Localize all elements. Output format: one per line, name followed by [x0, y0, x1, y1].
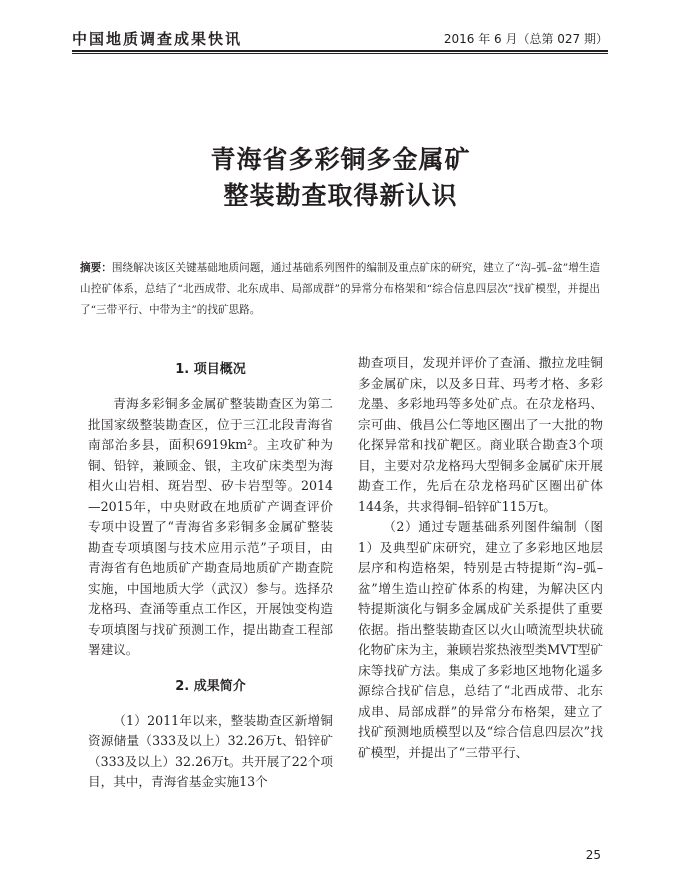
journal-title: 中国地质调查成果快讯	[72, 30, 243, 48]
header-rule-thin	[72, 53, 608, 54]
abstract-label: 摘要：	[80, 262, 112, 274]
right-column	[358, 353, 603, 763]
page-header	[72, 28, 608, 52]
section-heading-results: 2. 成果简介	[175, 678, 246, 694]
abstract	[80, 258, 600, 321]
abstract-text: 围绕解决该区关键基础地质问题，通过基础系列图件的编制及重点矿床的研究，建立了“沟–弧–盆”增生造山控矿体系，总结了“北西成带、北东成串、局部成群”的异常分布格架和“综合信息四层次”找矿模型，并提出了“三带平行、中带为主”的找矿思路。	[80, 262, 601, 316]
article-title-line1: 青海省多彩铜多金属矿	[210, 145, 471, 174]
article-title-line2: 整装勘查取得新认识	[223, 181, 458, 210]
results-paragraph-1-cont: 勘查项目，发现并评价了查涌、撒拉龙哇铜多金属矿床，以及多日茸、玛考才格、多彩龙墨、多彩地玛等多处矿点。在尕龙格玛、宗可曲、俄昌公仁等地区圈出了一大批的物化探异常和找矿靶区。商业联合勘查3个项目，主要对尕龙格玛大型铜多金属矿床开展勘查工作，先后在尕龙格玛矿区圈出矿体144条，共求得铜–铅锌矿115万t。	[358, 355, 603, 514]
header-rule-thick	[72, 50, 608, 52]
section-heading-overview: 1. 项目概况	[175, 362, 246, 377]
results-paragraph-2: （2）通过专题基础系列图件编制（图1）及典型矿床研究，建立了多彩地区地层层序和构造格架，特别是古特提斯“沟–弧–盆”增生造山控矿体系的构建，为解决区内特提斯演化与铜多金属成矿关系提供了重要依据。指出整装勘查区以火山喷流型块状硫化物矿床为主，兼顾岩浆热液型类MVT型矿床等找矿方法。集成了多彩地区地物化遥多源综合找矿信息，总结了“北西成带、北东成串、局部成群”的异常分布格架，建立了找矿预测地质模型以及“综合信息四层次”找矿模型，并提出了“三带平行、	[358, 519, 603, 760]
issue-info: 2016 年 6 月（总第 027 期）	[443, 32, 608, 46]
results-paragraph-1-start: （1）2011年以来，整装勘查区新增铜资源储量（333及以上）32.26万t、铅锌矿（333及以上）32.26万t。共开展了22个项目，其中，青海省基金实施13个	[88, 712, 333, 789]
left-column	[88, 360, 333, 793]
overview-paragraph: 青海多彩铜多金属矿整装勘查区为第二批国家级整装勘查区，位于三江北段青海省南部治多县，面积6919km²。主攻矿种为铜、铅锌，兼顾金、银，主攻矿床类型为海相火山岩相、斑岩型、矽卡岩型等。2014—2015年，中央财政在地质矿产调查评价专项中设置了“青海省多彩铜多金属矿整装勘查专项填图与技术应用示范”子项目，由青海省有色地质矿产勘查局地质矿产勘查院实施，中国地质大学（武汉）参与。选择尕龙格玛、查涌等重点工作区，开展蚀变构造专项填图与找矿预测工作，提出勘查工程部署建议。	[88, 396, 333, 657]
page-number: 25	[585, 848, 601, 862]
